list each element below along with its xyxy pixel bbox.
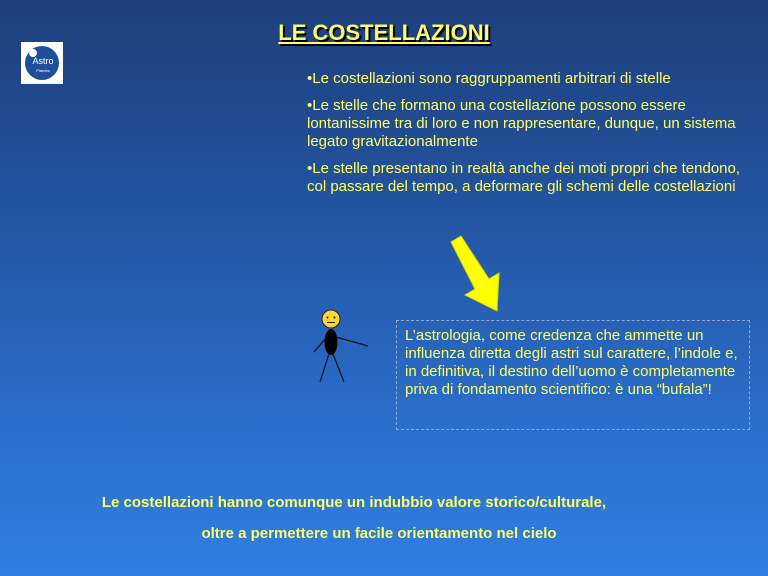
astrology-note: L’astrologia, come credenza che ammette un influenza diretta degli astri sul carattere, l’indole e, in definitiva, il destino dell’uomo è completamente priva di fondamento scientifico: è una “bufala”! [396,320,750,430]
footer-line-2: oltre a permettere un facile orientamento nel cielo [201,525,557,542]
bullet-item: •Le costellazioni sono raggruppamenti arbitrari di stelle [307,70,671,87]
bullet-item: •Le stelle presentano in realtà anche dei moti propri che tendono, col passare del tempo, a deformare gli schemi delle costellazioni [307,160,741,195]
slide-title: LE COSTELLAZIONI [278,20,490,45]
footer-line-1: Le costellazioni hanno comunque un indubbio valore storico/culturale, [101,494,607,511]
logo-text-line1: Astro [32,56,54,66]
logo-text-line2: Pianeta [36,68,50,73]
down-arrow-icon [445,235,509,313]
bullet-list [307,70,747,205]
stick-figure-icon [308,308,370,388]
astro-logo-icon [21,42,63,84]
bullet-item: •Le stelle che formano una costellazione possono essere lontanissime tra di loro e non rappresentare, dunque, un sistema legato gravitazionalmente [307,97,736,150]
